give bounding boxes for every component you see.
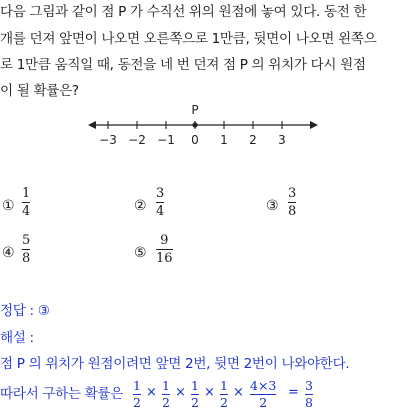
fraction-bar bbox=[22, 202, 30, 203]
calc-numerator: 1 bbox=[220, 378, 228, 393]
option-3-fraction[interactable] bbox=[288, 186, 296, 219]
equals-sign: = bbox=[288, 385, 299, 400]
option-5-fraction[interactable] bbox=[156, 233, 173, 266]
calc-denominator: 2 bbox=[220, 395, 228, 410]
times-sign: × bbox=[233, 385, 244, 400]
calc-denominator: 8 bbox=[305, 395, 313, 410]
number-line bbox=[88, 100, 318, 150]
point-p-dot bbox=[192, 122, 197, 127]
tick-label: −1 bbox=[157, 133, 175, 147]
option-5-denominator: 16 bbox=[156, 251, 173, 266]
calc-denominator: 2 bbox=[259, 395, 268, 410]
question-line-3: 로 1만큼 움직일 때, 동전을 네 번 던져 점 P 의 위치가 다시 원점 bbox=[0, 57, 366, 73]
option-2-marker[interactable]: ② bbox=[134, 198, 147, 214]
times-sign: × bbox=[175, 385, 186, 400]
fraction-bar bbox=[22, 249, 30, 250]
option-3-numerator: 3 bbox=[288, 186, 297, 201]
option-1-fraction[interactable] bbox=[22, 186, 30, 219]
option-4-numerator: 5 bbox=[22, 233, 31, 248]
calc-fraction-2 bbox=[162, 379, 170, 410]
tick-label: 1 bbox=[220, 133, 228, 147]
calc-denominator: 2 bbox=[162, 395, 170, 410]
tick-label: −2 bbox=[128, 133, 146, 147]
calc-fraction-1 bbox=[133, 379, 141, 410]
answer-label: 정답 : ③ bbox=[0, 303, 50, 319]
calc-fraction-3 bbox=[191, 379, 199, 410]
option-2-fraction[interactable] bbox=[156, 186, 164, 219]
calc-result-fraction bbox=[305, 379, 313, 410]
question-line-1: 다음 그림과 같이 점 P 가 수직선 위의 원점에 놓여 있다. 동전 한 bbox=[0, 4, 367, 20]
question-line-4: 이 될 확률은? bbox=[0, 83, 79, 99]
tick-label: 0 bbox=[191, 133, 199, 147]
calc-fraction-4 bbox=[220, 379, 228, 410]
calc-numerator: 4×3 bbox=[250, 378, 277, 393]
times-sign: × bbox=[204, 385, 215, 400]
option-4-fraction[interactable] bbox=[22, 233, 30, 266]
option-5-numerator: 9 bbox=[160, 233, 169, 248]
right-arrow-icon bbox=[310, 121, 318, 129]
explanation-line-2-prefix: 따라서 구하는 확률은 bbox=[0, 386, 123, 402]
question-line-2: 개를 던져 앞면이 나오면 오른쪽으로 1만큼, 뒷면이 나오면 왼쪽으 bbox=[0, 31, 377, 47]
fraction-bar bbox=[156, 249, 173, 250]
option-1-marker[interactable]: ① bbox=[2, 198, 15, 214]
calc-numerator: 1 bbox=[191, 378, 199, 393]
tick-label: 3 bbox=[278, 133, 286, 147]
tick-label: 2 bbox=[249, 133, 257, 147]
times-sign: × bbox=[146, 385, 157, 400]
calc-denominator: 2 bbox=[191, 395, 199, 410]
explanation-line-1: 점 P 의 위치가 원점이려면 앞면 2번, 뒷면 2번이 나와야한다. bbox=[0, 356, 350, 372]
left-arrow-icon bbox=[88, 121, 96, 129]
fraction-bar bbox=[288, 202, 296, 203]
option-1-numerator: 1 bbox=[22, 186, 31, 201]
tick-label: −3 bbox=[99, 133, 117, 147]
explanation-label: 해설 : bbox=[0, 330, 34, 346]
calc-numerator: 1 bbox=[162, 378, 170, 393]
option-1-denominator: 4 bbox=[22, 204, 31, 219]
calc-denominator: 2 bbox=[133, 395, 141, 410]
option-4-denominator: 8 bbox=[22, 251, 31, 266]
option-4-marker[interactable]: ④ bbox=[2, 245, 15, 261]
option-2-denominator: 4 bbox=[156, 204, 165, 219]
option-3-denominator: 8 bbox=[288, 204, 297, 219]
point-p-label: P bbox=[191, 103, 199, 117]
calc-numerator: 1 bbox=[133, 378, 141, 393]
option-2-numerator: 3 bbox=[156, 186, 165, 201]
fraction-bar bbox=[156, 202, 164, 203]
option-5-marker[interactable]: ⑤ bbox=[134, 245, 147, 261]
calc-fraction-5 bbox=[250, 379, 276, 410]
option-3-marker[interactable]: ③ bbox=[266, 198, 279, 214]
calc-numerator: 3 bbox=[305, 378, 313, 393]
